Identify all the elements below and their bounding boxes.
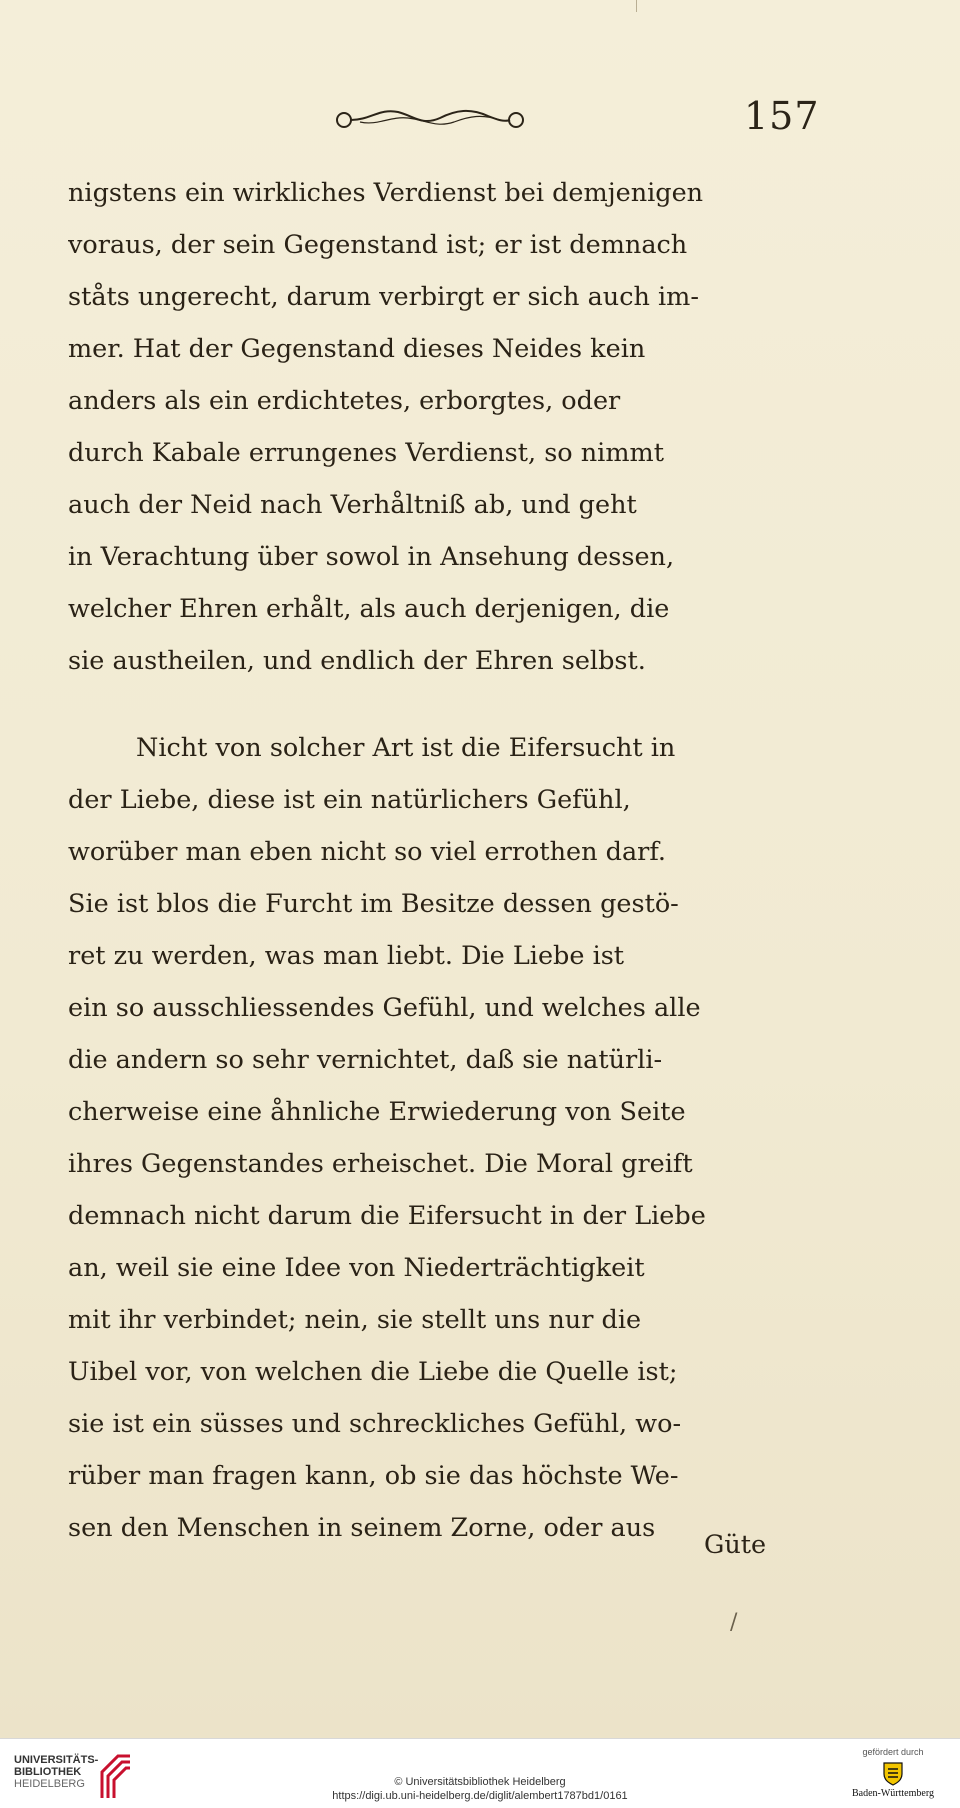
margin-mark: / (730, 1610, 738, 1635)
text-line: ihres Gegenstandes erheischet. Die Moral greift (68, 1149, 693, 1179)
page-number: 157 (744, 94, 820, 138)
text-line: mit ihr verbindet; nein, sie stellt uns nur die (68, 1305, 642, 1335)
paragraph-2 (68, 722, 816, 1554)
text-line: worüber man eben nicht so viel errothen darf. (68, 837, 667, 867)
text-line: Nicht von solcher Art ist die Eifersucht in (136, 733, 676, 763)
text-line: demnach nicht darum die Eifersucht in der Liebe (68, 1201, 706, 1231)
text-line: auch der Neid nach Verhåltniß ab, und geht (68, 490, 637, 520)
permalink-url[interactable]: https://digi.ub.uni-heidelberg.de/diglit/alembert1787bd1/0161 (332, 1790, 628, 1802)
text-line: nigstens ein wirkliches Verdienst bei demjenigen (68, 178, 704, 208)
text-line: ein so ausschliessendes Gefühl, und welches alle (68, 993, 701, 1023)
library-name-line3: HEIDELBERG (14, 1778, 85, 1790)
text-line: sie ist ein süsses und schreckliches Gefühl, wo- (68, 1409, 682, 1439)
text-line: Uibel vor, von welchen die Liebe die Quelle ist; (68, 1357, 678, 1387)
text-line: an, weil sie eine Idee von Niederträchtigkeit (68, 1253, 645, 1283)
text-line: rüber man fragen kann, ob sie das höchste We- (68, 1461, 679, 1491)
catchword: Güte (704, 1530, 767, 1560)
text-line: ståts ungerecht, darum verbirgt er sich auch im- (68, 282, 699, 312)
footer-bar (0, 1738, 960, 1808)
library-name-line1: UNIVERSITÄTS- (14, 1754, 99, 1766)
baden-wuerttemberg-emblem-icon (880, 1760, 906, 1786)
text-line: anders als ein erdichtetes, erborgtes, oder (68, 386, 621, 416)
text-line: Sie ist blos die Furcht im Besitze dessen gestö- (68, 889, 679, 919)
text-line: der Liebe, diese ist ein natürlichers Gefühl, (68, 785, 631, 815)
text-line: durch Kabale errungenes Verdienst, so nimmt (68, 438, 664, 468)
text-line: in Verachtung über sowol in Ansehung dessen, (68, 542, 675, 572)
funder-block[interactable] (838, 1747, 948, 1799)
funder-name: Baden-Württemberg (851, 1788, 934, 1799)
funded-by-label: gefördert durch (862, 1747, 924, 1757)
text-line: voraus, der sein Gegenstand ist; er ist demnach (68, 230, 688, 260)
decorative-rule-icon (330, 100, 530, 136)
text-line: die andern so sehr vernichtet, daß sie natürli- (68, 1045, 663, 1075)
paragraph-1 (68, 167, 816, 687)
copyright-text: © Universitätsbibliothek Heidelberg (394, 1776, 566, 1788)
text-line: ret zu werden, was man liebt. Die Liebe ist (68, 941, 625, 971)
library-name-line2: BIBLIOTHEK (14, 1766, 82, 1778)
gutter-line (636, 0, 637, 12)
text-line: sen den Menschen in seinem Zorne, oder aus (68, 1513, 656, 1543)
text-line: welcher Ehren erhålt, als auch derjenigen, die (68, 594, 670, 624)
text-line: sie austheilen, und endlich der Ehren selbst. (68, 646, 646, 676)
text-line: cherweise eine åhnliche Erwiederung von Seite (68, 1097, 686, 1127)
text-line: mer. Hat der Gegenstand dieses Neides kein (68, 334, 646, 364)
